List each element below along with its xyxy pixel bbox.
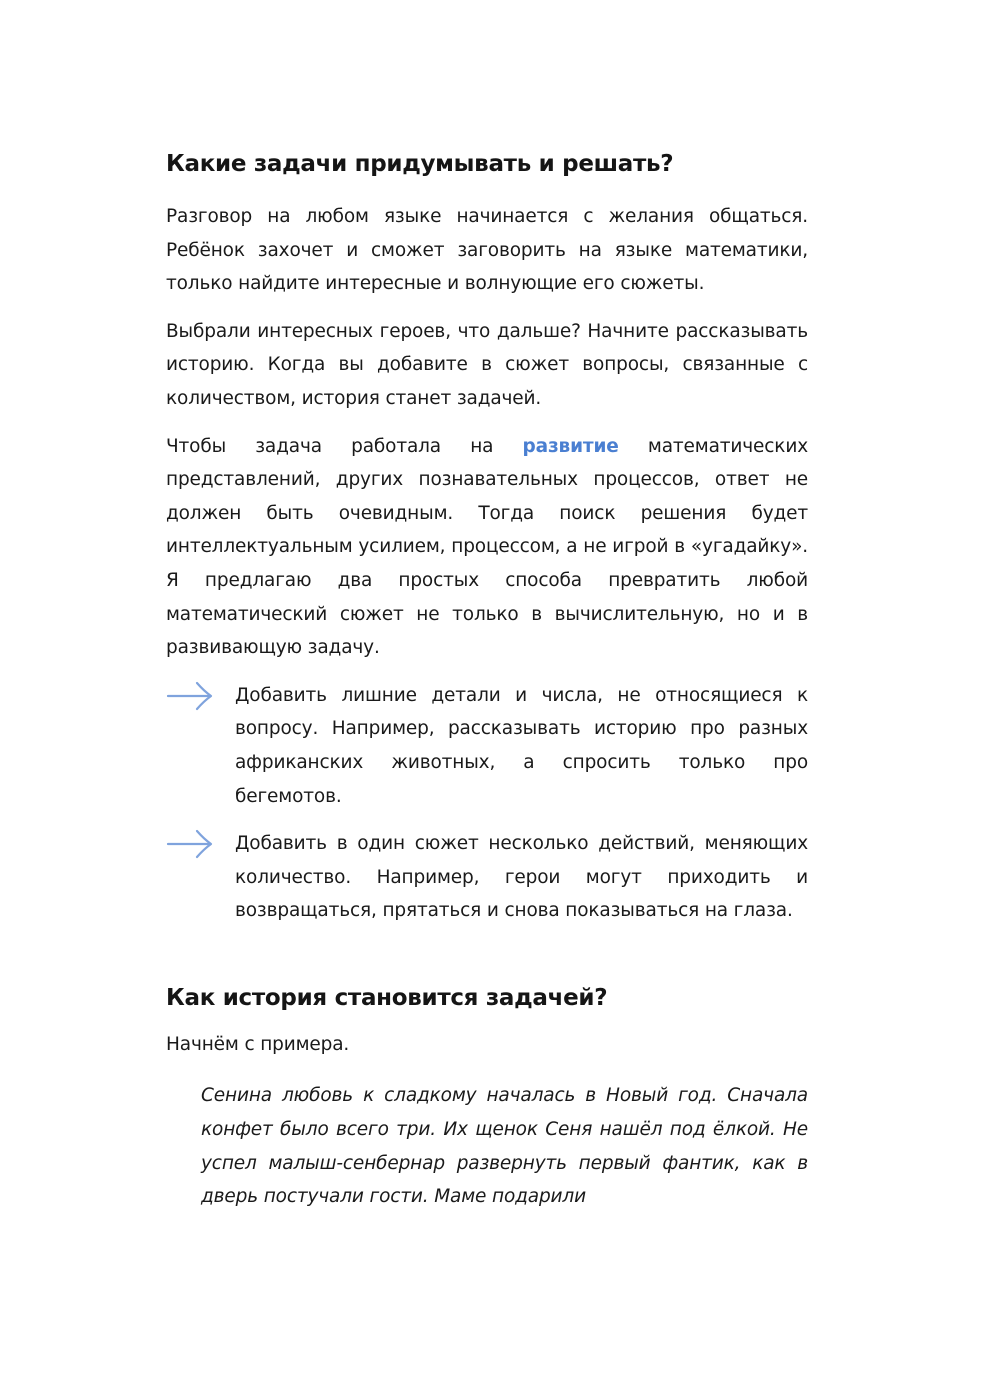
arrow-right-icon bbox=[166, 827, 214, 861]
paragraph-development-rest: математических представлений, других познавательных процессов, ответ не должен быть очевидным. Тогда поиск решения будет интеллектуальным усилием, процессом, а не игрой в «угадайку». Я предлагаю два простых способа превратить любой математический сюжет не только в вычислительную, но и в развивающую задачу. bbox=[166, 435, 808, 659]
arrow-right-icon bbox=[166, 679, 214, 713]
example-story-quote: Сенина любовь к сладкому началась в Новый год. Сначала конфет было всего три. Их щенок Сеня нашёл под ёлкой. Не успел малыш-сенбернар развернуть первый фантик, как в дверь постучали гости. Маме подарили bbox=[201, 1085, 808, 1208]
paragraph-intro: Разговор на любом языке начинается с желания общаться. Ребёнок захочет и сможет заговорить на языке математики, только найдите интересные и волнующие его сюжеты. bbox=[166, 206, 808, 295]
list-item-text: Добавить лишние детали и числа, не относящиеся к вопросу. Например, рассказывать историю про разных африканских животных, а спросить только про бегемотов. bbox=[235, 684, 808, 807]
paragraph-heroes: Выбрали интересных героев, что дальше? Начните рассказывать историю. Когда вы добавите в сюжет вопросы, связанные с количеством, история станет задачей. bbox=[166, 320, 808, 409]
method-list bbox=[166, 679, 808, 928]
page-content bbox=[166, 148, 808, 1214]
list-item bbox=[166, 679, 808, 813]
paragraph-development-start: Чтобы задача работала на bbox=[166, 435, 523, 457]
list-item-text: Добавить в один сюжет несколько действий, меняющих количество. Например, герои могут приходить и возвращаться, прятаться и снова показываться на глаза. bbox=[235, 833, 808, 922]
section-heading-story: Как история становится задачей? bbox=[166, 984, 608, 1011]
paragraph-example-intro: Начнём с примера. bbox=[166, 1033, 350, 1055]
highlight-development-term: развитие bbox=[522, 435, 619, 457]
section-heading-tasks: Какие задачи придумывать и решать? bbox=[166, 151, 674, 177]
paragraph-development bbox=[166, 430, 808, 665]
list-item bbox=[166, 827, 808, 928]
